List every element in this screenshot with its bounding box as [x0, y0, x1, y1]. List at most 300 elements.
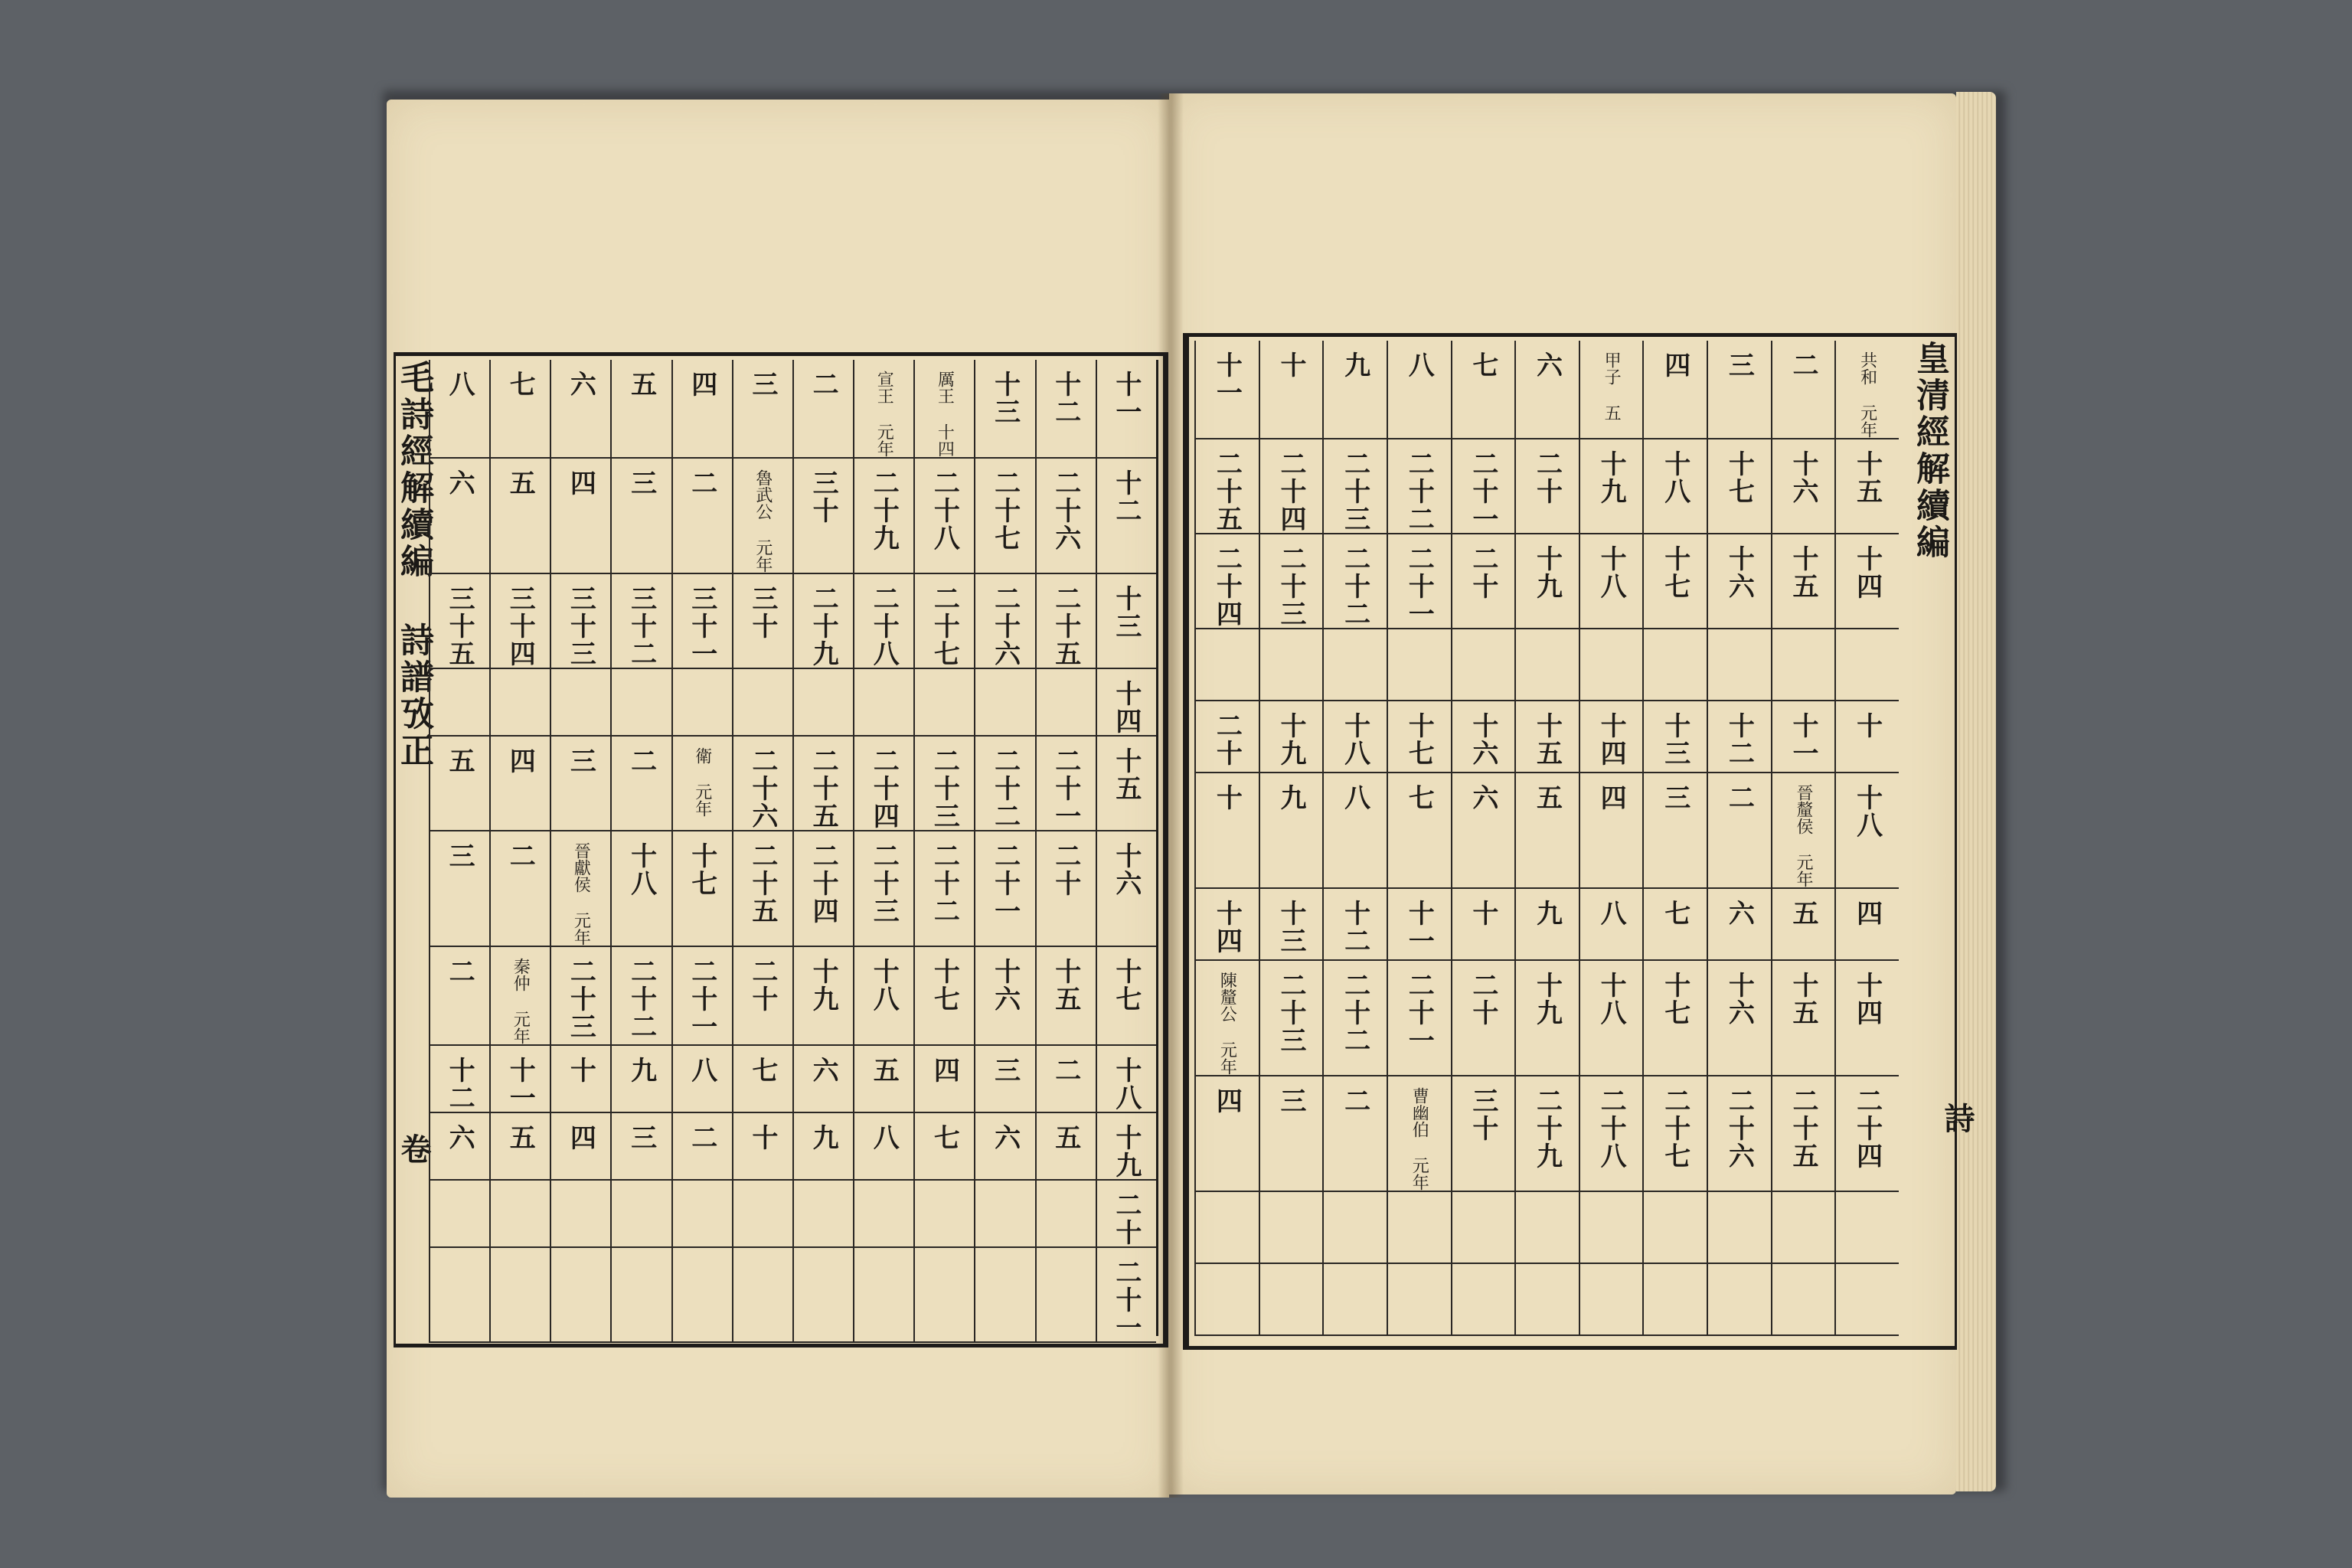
cell-text: 十三 [1275, 900, 1306, 955]
cell-text: 三十一 [686, 585, 717, 668]
table-cell [792, 1113, 853, 1181]
table-cell [1259, 1076, 1323, 1192]
cell-text: 三 [1659, 784, 1690, 812]
cell-text: 十五 [1110, 747, 1142, 802]
table-cell [1194, 534, 1259, 629]
cell-text: 二十 [1467, 545, 1498, 600]
cell-text: 十二 [1050, 371, 1081, 426]
cell-text: 二十一 [1110, 1259, 1142, 1341]
cell-text: 十八 [1596, 545, 1627, 600]
cell-text: 二十 [1110, 1191, 1142, 1246]
table-cell [1514, 1264, 1579, 1336]
table-cell [1194, 1192, 1259, 1264]
cell-text: 五 [626, 371, 657, 398]
table-cell [1514, 773, 1579, 889]
table-cell [550, 947, 610, 1046]
table-cell [1834, 961, 1899, 1076]
cell-text: 十五 [1788, 972, 1819, 1027]
table-cell [1514, 629, 1579, 701]
table-cell [1642, 961, 1707, 1076]
table-cell [974, 831, 1034, 947]
table-cell [1259, 701, 1323, 773]
table-cell [610, 831, 671, 947]
table-cell [732, 669, 792, 737]
cell-text: 十八 [1110, 1057, 1142, 1112]
table-cell [1451, 629, 1515, 701]
cell-text: 八 [1403, 351, 1435, 379]
table-cell [1834, 629, 1899, 701]
cell-text: 十四 [1851, 545, 1883, 600]
cell-text: 三十三 [565, 585, 596, 668]
table-cell [1035, 669, 1096, 737]
table-cell [1771, 1264, 1835, 1336]
table-cell [1514, 961, 1579, 1076]
cell-text: 三 [626, 469, 657, 497]
cell-text: 宣王 元年 [874, 371, 894, 457]
table-cell [1387, 1192, 1451, 1264]
table-cell [1259, 629, 1323, 701]
table-cell [489, 1248, 550, 1343]
cell-text: 十五 [1851, 450, 1883, 505]
table-cell [1834, 341, 1899, 439]
table-cell [1707, 773, 1771, 889]
cell-text: 二 [1339, 1087, 1370, 1115]
cell-text: 十八 [1339, 712, 1370, 767]
cell-text: 六 [1467, 784, 1498, 812]
table-cell [1096, 1248, 1156, 1343]
cell-text: 六 [808, 1057, 839, 1084]
table-cell [1514, 889, 1579, 961]
cell-text: 二十二 [1403, 450, 1435, 533]
cell-text: 二 [1788, 351, 1819, 379]
cell-text: 十七 [686, 842, 717, 897]
table-cell [1096, 360, 1156, 459]
cell-text: 十九 [1275, 712, 1306, 767]
cell-text: 三十五 [444, 585, 475, 668]
table-cell [1194, 701, 1259, 773]
table-cell [1771, 1076, 1835, 1192]
cell-text: 八 [1339, 784, 1370, 812]
table-cell [1451, 1264, 1515, 1336]
cell-text: 十四 [1110, 680, 1142, 735]
table-cell [1322, 1264, 1387, 1336]
cell-text: 十八 [1659, 450, 1690, 505]
table-cell [1707, 1264, 1771, 1336]
table-cell [429, 1248, 489, 1343]
cell-text: 七 [505, 371, 536, 398]
table-cell [429, 737, 489, 831]
cell-text: 十一 [1211, 351, 1243, 407]
table-cell [429, 669, 489, 737]
cell-text: 六 [989, 1124, 1021, 1152]
cell-text: 二十八 [929, 469, 960, 552]
table-cell [429, 1046, 489, 1113]
table-cell [1451, 1192, 1515, 1264]
table-cell [671, 1046, 732, 1113]
right-page-mark: 詩 [1939, 1102, 1975, 1133]
cell-text: 四 [1211, 1087, 1243, 1115]
table-cell [489, 360, 550, 459]
cell-text: 二十五 [1211, 450, 1243, 533]
cell-text: 二十二 [989, 747, 1021, 830]
table-cell [1035, 947, 1096, 1046]
table-cell [1834, 701, 1899, 773]
cell-text: 甲子 五 [1602, 351, 1622, 421]
table-cell [1096, 459, 1156, 574]
table-cell [913, 947, 974, 1046]
table-cell [1035, 1046, 1096, 1113]
cell-text: 十六 [1723, 972, 1755, 1027]
cell-text: 十 [1275, 351, 1306, 379]
table-cell [1642, 1192, 1707, 1264]
cell-text: 二十四 [868, 747, 900, 830]
cell-text: 九 [1339, 351, 1370, 379]
table-cell [610, 459, 671, 574]
cell-text: 三 [444, 842, 475, 870]
cell-text: 魯武公 元年 [753, 469, 773, 573]
cell-text: 十八 [1851, 784, 1883, 839]
table-cell [610, 1248, 671, 1343]
table-cell [792, 947, 853, 1046]
table-cell [792, 574, 853, 669]
table-cell [1579, 439, 1643, 534]
table-cell [489, 1046, 550, 1113]
cell-text: 十六 [1788, 450, 1819, 505]
left-chronology-table [429, 360, 1158, 1341]
table-cell [1771, 1192, 1835, 1264]
cell-text: 二十九 [808, 585, 839, 668]
cell-text: 十二 [1339, 900, 1370, 955]
table-cell [429, 459, 489, 574]
cell-text: 三 [746, 371, 778, 398]
table-cell [1707, 961, 1771, 1076]
cell-text: 十七 [1659, 545, 1690, 600]
cell-text: 十七 [1659, 972, 1690, 1027]
table-cell [974, 459, 1034, 574]
table-cell [429, 831, 489, 947]
table-cell [792, 669, 853, 737]
table-cell [913, 831, 974, 947]
cell-text: 三 [989, 1057, 1021, 1084]
table-cell [1579, 1264, 1643, 1336]
cell-text: 十 [1211, 784, 1243, 812]
table-cell [853, 947, 913, 1046]
table-cell [1451, 439, 1515, 534]
table-cell [1579, 341, 1643, 439]
table-cell [732, 1113, 792, 1181]
table-cell [1096, 947, 1156, 1046]
table-cell [1579, 1192, 1643, 1264]
table-cell [1642, 1076, 1707, 1192]
table-cell [489, 459, 550, 574]
table-cell [853, 1181, 913, 1248]
cell-text: 二十三 [1275, 972, 1306, 1054]
table-cell [671, 947, 732, 1046]
cell-text: 陳釐公 元年 [1217, 972, 1237, 1075]
table-cell [550, 831, 610, 947]
cell-text: 六 [1723, 900, 1755, 927]
table-cell [1322, 1192, 1387, 1264]
cell-text: 二十六 [1050, 469, 1081, 552]
table-cell [1451, 701, 1515, 773]
cell-text: 二十五 [1050, 585, 1081, 668]
table-cell [1642, 701, 1707, 773]
table-cell [1834, 1076, 1899, 1192]
table-cell [732, 831, 792, 947]
table-cell [732, 1181, 792, 1248]
table-cell [429, 574, 489, 669]
table-cell [1642, 439, 1707, 534]
table-cell [1096, 669, 1156, 737]
table-cell [1642, 1264, 1707, 1336]
cell-text: 十一 [1788, 712, 1819, 767]
table-cell [1771, 534, 1835, 629]
cell-text: 十 [565, 1057, 596, 1084]
cell-text: 三十 [808, 469, 839, 524]
cell-text: 三十 [746, 585, 778, 640]
table-cell [550, 459, 610, 574]
table-cell [792, 360, 853, 459]
cell-text: 四 [1851, 900, 1883, 927]
cell-text: 二十八 [868, 585, 900, 668]
table-cell [1194, 439, 1259, 534]
cell-text: 二十六 [746, 747, 778, 830]
table-cell [792, 737, 853, 831]
table-cell [1579, 701, 1643, 773]
page-edges [1956, 92, 1996, 1491]
cell-text: 二十二 [929, 842, 960, 925]
table-cell [550, 1181, 610, 1248]
cell-text: 八 [444, 371, 475, 398]
table-cell [913, 459, 974, 574]
cell-text: 八 [868, 1124, 900, 1152]
table-cell [1322, 773, 1387, 889]
cell-text: 二十七 [929, 585, 960, 668]
table-cell [1322, 961, 1387, 1076]
cell-text: 八 [686, 1057, 717, 1084]
table-cell [913, 1046, 974, 1113]
table-cell [732, 360, 792, 459]
table-cell [1387, 701, 1451, 773]
cell-text: 二十九 [1531, 1087, 1563, 1170]
table-cell [1194, 1076, 1259, 1192]
cell-text: 十 [1851, 712, 1883, 740]
table-cell [1096, 1113, 1156, 1181]
table-cell [429, 1113, 489, 1181]
cell-text: 四 [1659, 351, 1690, 379]
table-cell [1707, 1076, 1771, 1192]
table-cell [732, 737, 792, 831]
table-cell [732, 1046, 792, 1113]
cell-text: 二 [1723, 784, 1755, 812]
cell-text: 二十 [1211, 712, 1243, 767]
cell-text: 三 [1275, 1087, 1306, 1115]
table-cell [792, 459, 853, 574]
table-cell [550, 669, 610, 737]
cell-text: 二 [444, 958, 475, 985]
cell-text: 十六 [989, 958, 1021, 1013]
cell-text: 五 [505, 469, 536, 497]
table-cell [1834, 1264, 1899, 1336]
cell-text: 二十四 [808, 842, 839, 925]
cell-text: 二十五 [746, 842, 778, 925]
table-cell [1514, 534, 1579, 629]
cell-text: 十一 [1110, 371, 1142, 426]
cell-text: 七 [1403, 784, 1435, 812]
table-cell [913, 360, 974, 459]
table-cell [974, 1181, 1034, 1248]
cell-text: 十一 [505, 1057, 536, 1112]
table-cell [1096, 574, 1156, 669]
table-cell [1387, 629, 1451, 701]
table-cell [1194, 889, 1259, 961]
cell-text: 二十六 [989, 585, 1021, 668]
cell-text: 二十七 [1659, 1087, 1690, 1170]
table-cell [550, 1046, 610, 1113]
cell-text: 二十三 [1339, 450, 1370, 533]
table-cell [489, 947, 550, 1046]
table-cell [1579, 961, 1643, 1076]
cell-text: 秦仲 元年 [511, 958, 531, 1044]
cell-text: 三十二 [626, 585, 657, 668]
table-cell [489, 669, 550, 737]
cell-text: 曹幽伯 元年 [1410, 1087, 1429, 1191]
cell-text: 六 [444, 469, 475, 497]
cell-text: 十五 [1050, 958, 1081, 1013]
table-cell [913, 669, 974, 737]
table-cell [1579, 534, 1643, 629]
right-chronology-table [1194, 341, 1899, 1336]
cell-text: 二十九 [868, 469, 900, 552]
table-cell [671, 831, 732, 947]
table-cell [1579, 629, 1643, 701]
cell-text: 十 [1467, 900, 1498, 927]
table-cell [1771, 961, 1835, 1076]
table-cell [913, 574, 974, 669]
cell-text: 晉獻侯 元年 [571, 842, 591, 946]
cell-text: 三十四 [505, 585, 536, 668]
table-cell [1035, 360, 1096, 459]
table-cell [610, 1113, 671, 1181]
cell-text: 十六 [1110, 842, 1142, 897]
cell-text: 五 [1050, 1124, 1081, 1152]
cell-text: 二十四 [1211, 545, 1243, 628]
cell-text: 二 [686, 1124, 717, 1152]
table-cell [1834, 439, 1899, 534]
table-cell [1387, 439, 1451, 534]
table-cell [1579, 773, 1643, 889]
table-cell [853, 737, 913, 831]
cell-text: 三十 [1467, 1087, 1498, 1142]
cell-text: 三 [565, 747, 596, 775]
table-cell [550, 360, 610, 459]
cell-text: 九 [1275, 784, 1306, 812]
cell-text: 七 [929, 1124, 960, 1152]
table-cell [489, 1181, 550, 1248]
cell-text: 十八 [868, 958, 900, 1013]
table-cell [1387, 1076, 1451, 1192]
cell-text: 二十四 [1851, 1087, 1883, 1170]
table-cell [1834, 1192, 1899, 1264]
cell-text: 十二 [1723, 712, 1755, 767]
cell-text: 十六 [1723, 545, 1755, 600]
table-cell [1834, 534, 1899, 629]
table-cell [1642, 773, 1707, 889]
table-cell [489, 1113, 550, 1181]
cell-text: 二十七 [989, 469, 1021, 552]
table-cell [1387, 773, 1451, 889]
table-cell [610, 1046, 671, 1113]
table-cell [853, 669, 913, 737]
right-page-title: 皇清經解續編 [1910, 341, 1949, 561]
cell-text: 九 [1531, 900, 1563, 927]
table-cell [1387, 534, 1451, 629]
table-cell [732, 459, 792, 574]
cell-text: 十一 [1403, 900, 1435, 955]
cell-text: 二十一 [686, 958, 717, 1040]
table-cell [1451, 961, 1515, 1076]
table-cell [913, 1113, 974, 1181]
cell-text: 二十三 [565, 958, 596, 1040]
table-cell [1035, 574, 1096, 669]
cell-text: 三 [626, 1124, 657, 1152]
table-cell [429, 947, 489, 1046]
table-cell [853, 831, 913, 947]
table-cell [913, 1181, 974, 1248]
cell-text: 六 [444, 1124, 475, 1152]
cell-text: 四 [505, 747, 536, 775]
table-cell [1035, 831, 1096, 947]
table-cell [671, 737, 732, 831]
cell-text: 二 [686, 469, 717, 497]
cell-text: 二十六 [1723, 1087, 1755, 1170]
table-cell [1259, 341, 1323, 439]
table-cell [1642, 341, 1707, 439]
table-cell [1194, 629, 1259, 701]
table-cell [853, 459, 913, 574]
cell-text: 十四 [1596, 712, 1627, 767]
cell-text: 十三 [1110, 585, 1142, 640]
cell-text: 十三 [1659, 712, 1690, 767]
table-cell [489, 831, 550, 947]
table-cell [1194, 773, 1259, 889]
table-cell [974, 1113, 1034, 1181]
cell-text: 五 [868, 1057, 900, 1084]
cell-text: 共和 元年 [1857, 351, 1877, 438]
table-cell [974, 947, 1034, 1046]
cell-text: 二十一 [1467, 450, 1498, 533]
table-cell [1642, 534, 1707, 629]
table-cell [853, 1248, 913, 1343]
table-cell [974, 669, 1034, 737]
table-cell [1451, 534, 1515, 629]
table-cell [1514, 1076, 1579, 1192]
table-cell [732, 574, 792, 669]
table-cell [671, 669, 732, 737]
table-cell [1096, 1181, 1156, 1248]
table-cell [489, 574, 550, 669]
cell-text: 十八 [1596, 972, 1627, 1027]
table-cell [1707, 889, 1771, 961]
cell-text: 六 [565, 371, 596, 398]
cell-text: 二十一 [1050, 747, 1081, 830]
cell-text: 十二 [444, 1057, 475, 1112]
table-cell [1771, 439, 1835, 534]
table-cell [1514, 701, 1579, 773]
cell-text: 二十一 [1403, 545, 1435, 628]
table-cell [610, 574, 671, 669]
table-cell [1387, 1264, 1451, 1336]
